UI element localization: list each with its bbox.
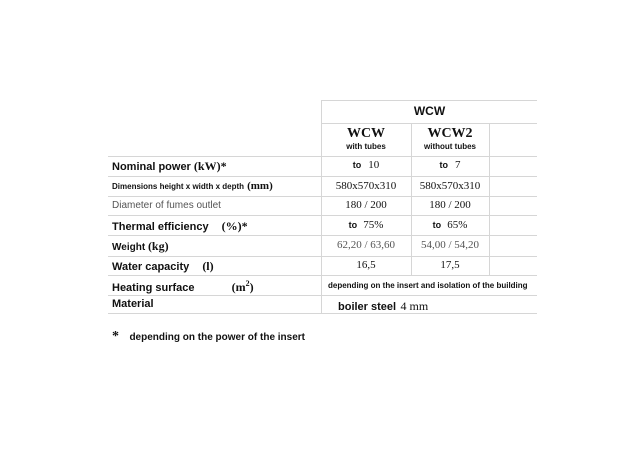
label-unit: (%)* <box>221 219 248 233</box>
footnote <box>112 327 305 345</box>
value: 10 <box>368 159 380 171</box>
col1-header: WCW <box>346 126 386 141</box>
row-line <box>108 176 537 177</box>
label-unit <box>232 280 254 294</box>
label-unit: (mm) <box>247 180 273 192</box>
label-text: Dimensions height x width x depth <box>112 182 245 191</box>
unit-superscript: 2 <box>245 279 250 288</box>
weight-wcw2: 54,00 / 54,20 <box>420 239 480 251</box>
to-prefix: to <box>352 160 362 170</box>
diameter-wcw: 180 / 200 <box>345 199 387 211</box>
row-line <box>108 196 537 197</box>
row-line <box>108 256 537 257</box>
dimensions-wcw: 580x570x310 <box>335 180 397 192</box>
row-label-heating-surface <box>112 279 254 295</box>
value: 7 <box>455 159 461 171</box>
row-line <box>108 156 537 157</box>
label-text: Water capacity <box>112 261 190 273</box>
label-text: Diameter of fumes outlet <box>112 200 221 211</box>
row-label-nominal-power <box>112 159 227 174</box>
nominal-power-wcw <box>322 159 410 171</box>
value: 65% <box>447 219 468 231</box>
row-line <box>108 295 537 296</box>
header-divider-line <box>322 123 537 124</box>
unit-open: (m <box>231 280 246 294</box>
footnote-text: depending on the power of the insert <box>129 332 306 343</box>
footnote-star: * <box>112 329 119 344</box>
thermal-efficiency-wcw2 <box>412 219 488 231</box>
group-header: WCW <box>413 104 446 118</box>
to-prefix: to <box>439 160 448 170</box>
col2-header: WCW2 <box>427 126 473 141</box>
weight-wcw: 62,20 / 63,60 <box>336 239 396 251</box>
col1-subheader: with tubes <box>346 142 386 151</box>
material-bold: boiler steel <box>338 301 397 313</box>
row-line <box>108 275 537 276</box>
label-text: Nominal power <box>112 161 191 173</box>
table-top-line <box>322 100 537 101</box>
label-text: Material <box>112 298 154 310</box>
dimensions-wcw2: 580x570x310 <box>419 180 481 192</box>
row-label-water-capacity <box>112 259 214 274</box>
row-line <box>108 235 537 236</box>
thermal-efficiency-wcw <box>322 219 410 231</box>
water-capacity-wcw2: 17,5 <box>440 259 460 271</box>
table-bottom-line <box>108 313 537 314</box>
label-unit: (kW)* <box>193 159 227 173</box>
col2-subheader: without tubes <box>424 142 476 151</box>
row-label-diameter <box>112 200 221 211</box>
row-label-material <box>112 298 154 310</box>
row-line <box>108 215 537 216</box>
row-label-weight <box>112 239 169 254</box>
material-rest: 4 mm <box>400 299 429 313</box>
label-text: Weight <box>112 242 146 253</box>
label-text: Thermal efficiency <box>112 221 209 233</box>
label-unit: (l) <box>202 259 214 273</box>
column-line <box>489 123 490 275</box>
value: 75% <box>363 219 384 231</box>
label-text: Heating surface <box>112 282 195 294</box>
heating-surface-span: depending on the insert and isolation of the building <box>328 281 528 290</box>
to-prefix: to <box>348 220 358 230</box>
row-label-dimensions <box>112 180 273 192</box>
row-label-thermal-efficiency <box>112 219 248 234</box>
label-unit: (kg) <box>147 239 169 253</box>
unit-close: ) <box>249 280 254 294</box>
diameter-wcw2: 180 / 200 <box>429 199 471 211</box>
nominal-power-wcw2 <box>412 159 488 171</box>
water-capacity-wcw: 16,5 <box>356 259 376 271</box>
material-span <box>338 297 428 315</box>
to-prefix: to <box>432 220 442 230</box>
